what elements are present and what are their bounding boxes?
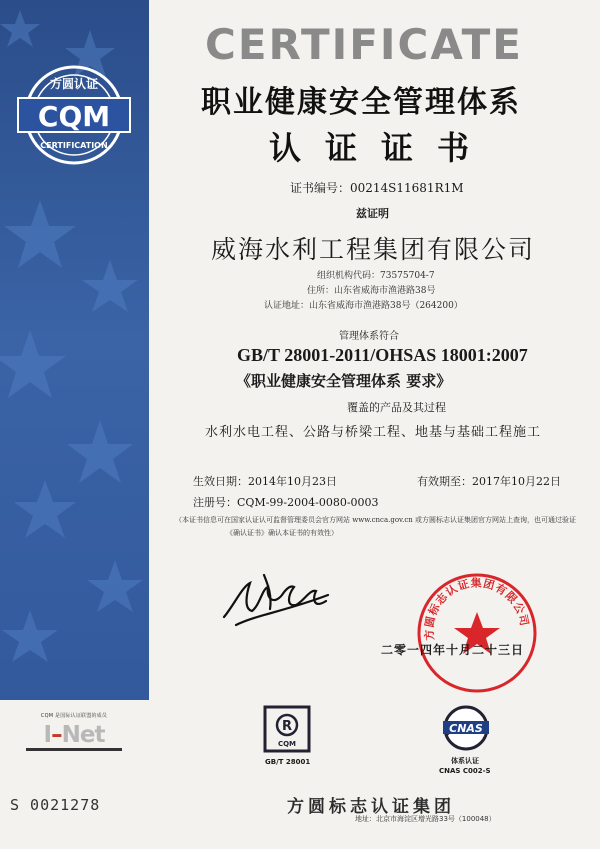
cqm-r-mark-icon [259,705,315,755]
cqm-logo-mid: CQM [37,100,111,133]
cert-address: 认证地址：山东省威海市渔港路38号（264200） [264,301,463,311]
scope-heading: 覆盖的产品及其过程 [347,401,446,414]
cqm-logo-top: 方圆认证 [49,77,99,91]
inet-caption: CQM 是国际认证联盟的成员 [40,713,108,719]
signature [216,565,336,635]
cnas-caption-2: CNAS C002-S [439,767,491,775]
title-en: CERTIFICATE [205,20,523,69]
org-address: 住所：山东省威海市渔港路38号 [307,286,436,296]
issued-date: 二零一四年十月二十三日 [381,643,525,657]
certificate-number: 证书编号：00214S11681R1M [290,181,464,195]
company-name: 威海水利工程集团有限公司 [211,235,536,264]
svg-text:CNAS: CNAS [449,722,483,735]
seal-text: 方圆标志认证集团有限公司 [422,576,532,641]
inet-logo-i: I [43,722,52,748]
official-seal [412,568,542,698]
certificate-body [149,0,600,849]
standard-code: GB/T 28001-2011/OHSAS 18001:2007 [237,345,528,365]
note-line-1: （本证书信息可在国家认证认可监督管理委员会官方网站 www.cnca.gov.cn 或方圆标志认证集团官方网站上查询，也可通过验证 [175,516,577,524]
org-code: 组织机构代码：73575704-7 [317,271,435,281]
hereby-text: 兹证明 [356,207,389,220]
note-line-2: 《确认证书》确认本证书的有效性） [226,529,338,537]
scope-text: 水利水电工程、公路与桥梁工程、地基与基础工程施工 [205,425,542,440]
subtitle-cn: 认证证书 [269,129,494,167]
gbt-mark [259,705,315,755]
cqm-logo [4,60,144,170]
title-cn: 职业健康安全管理体系 [201,85,521,120]
valid-until: 有效期至：2017年10月22日 [417,475,561,488]
issuer-address: 地址：北京市海淀区增光路33号（100048） [355,815,496,823]
inet-logo: I–Net [43,722,105,748]
registration-number: 注册号：CQM-99-2004-0080-0003 [193,496,379,509]
inet-underline [26,748,122,751]
conform-text: 管理体系符合 [339,331,399,342]
cqm-logo-bottom: CERTIFICATION [40,141,108,150]
inet-member-area [14,712,134,751]
standard-name-cn: 《职业健康安全管理体系 要求》 [236,372,452,390]
cnas-caption-1: 体系认证 [451,757,479,765]
effective-date: 生效日期：2014年10月23日 [193,475,337,488]
gbt-caption: GB/T 28001 [265,758,311,766]
svg-text:R: R [281,719,293,734]
svg-text:CQM: CQM [277,740,297,748]
issuer-name: 方圆标志认证集团 [287,797,455,817]
cnas-logo-icon [433,705,499,755]
inet-logo-net: Net [61,722,105,748]
cnas-mark [433,705,499,755]
serial-number: S 0021278 [10,796,101,814]
